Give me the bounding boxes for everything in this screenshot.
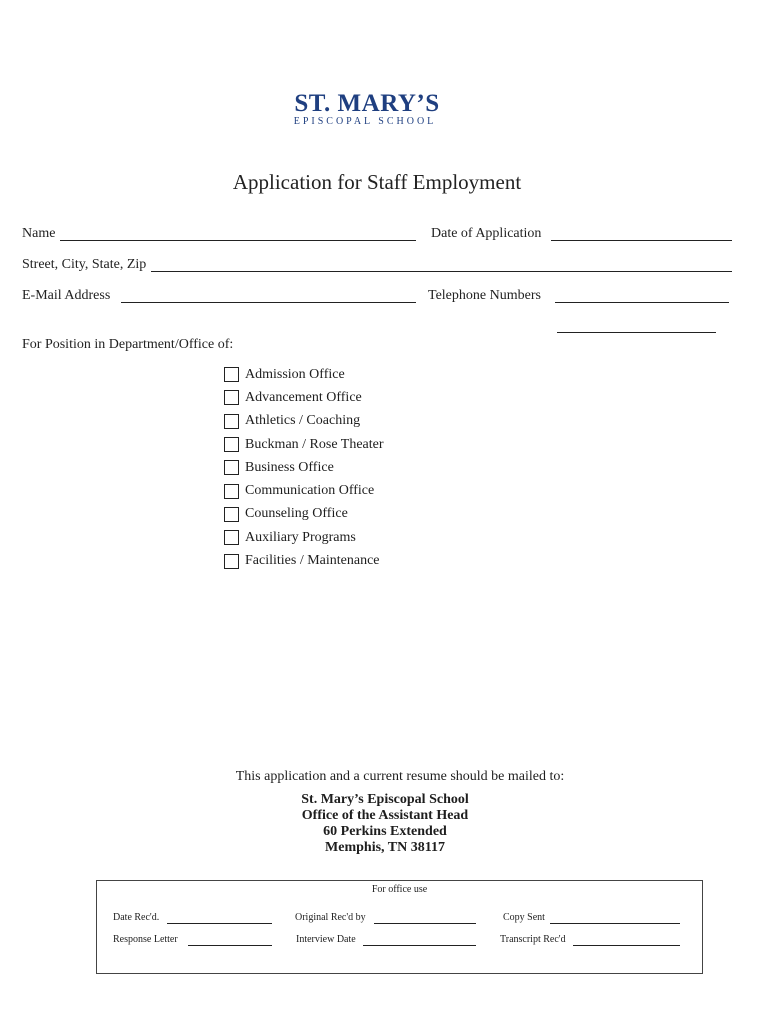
department-label: Auxiliary Programs: [245, 529, 356, 545]
department-option[interactable]: [224, 503, 384, 526]
copy-sent-field[interactable]: [550, 923, 680, 924]
school-logo-subtitle: EPISCOPAL SCHOOL: [293, 116, 437, 127]
date-of-application-label: Date of Application: [431, 226, 542, 241]
checkbox[interactable]: [224, 460, 239, 475]
department-checklist: [224, 363, 384, 573]
department-option[interactable]: [224, 479, 384, 502]
checkbox[interactable]: [224, 437, 239, 452]
school-logo-name: ST. MARY’S: [294, 90, 440, 117]
department-option[interactable]: [224, 526, 384, 549]
copy-sent-label: Copy Sent: [503, 912, 545, 923]
date-of-application-field[interactable]: [551, 240, 732, 241]
checkbox[interactable]: [224, 554, 239, 569]
original-recd-by-field[interactable]: [374, 923, 476, 924]
department-label: Facilities / Maintenance: [245, 553, 380, 569]
office-use-title: For office use: [371, 884, 428, 895]
email-label: E-Mail Address: [22, 288, 111, 303]
department-label: Counseling Office: [245, 506, 348, 522]
mailing-address: [0, 792, 770, 856]
response-letter-label: Response Letter: [113, 934, 178, 945]
street-field[interactable]: [151, 271, 732, 272]
address-line: 60 Perkins Extended: [323, 824, 447, 839]
telephone-field-1[interactable]: [555, 302, 729, 303]
position-label: For Position in Department/Office of:: [22, 337, 234, 352]
interview-date-field[interactable]: [363, 945, 476, 946]
department-option[interactable]: [224, 433, 384, 456]
response-letter-field[interactable]: [188, 945, 272, 946]
department-option[interactable]: [224, 456, 384, 479]
mailing-instructions: This application and a current resume should be mailed to:: [235, 769, 565, 784]
email-field[interactable]: [121, 302, 416, 303]
department-option[interactable]: [224, 386, 384, 409]
telephone-label: Telephone Numbers: [428, 288, 541, 303]
department-label: Admission Office: [245, 366, 345, 382]
address-line: Office of the Assistant Head: [301, 808, 469, 823]
name-field[interactable]: [60, 240, 416, 241]
department-option[interactable]: [224, 549, 384, 572]
department-option[interactable]: [224, 363, 384, 386]
department-label: Advancement Office: [245, 389, 362, 405]
department-label: Athletics / Coaching: [245, 413, 361, 429]
checkbox[interactable]: [224, 390, 239, 405]
checkbox[interactable]: [224, 414, 239, 429]
street-label: Street, City, State, Zip: [22, 257, 147, 272]
checkbox[interactable]: [224, 367, 239, 382]
interview-date-label: Interview Date: [296, 934, 356, 945]
page-title: Application for Staff Employment: [232, 170, 522, 194]
checkbox[interactable]: [224, 530, 239, 545]
address-line: St. Mary’s Episcopal School: [301, 792, 469, 807]
transcript-recd-field[interactable]: [573, 945, 680, 946]
department-option[interactable]: [224, 410, 384, 433]
date-recd-field[interactable]: [167, 923, 272, 924]
department-label: Business Office: [245, 459, 334, 475]
department-label: Buckman / Rose Theater: [245, 436, 384, 452]
address-line: Memphis, TN 38117: [325, 840, 445, 855]
telephone-field-2[interactable]: [557, 332, 716, 333]
checkbox[interactable]: [224, 484, 239, 499]
transcript-recd-label: Transcript Rec'd: [500, 934, 566, 945]
department-label: Communication Office: [245, 483, 375, 499]
original-recd-by-label: Original Rec'd by: [295, 912, 366, 923]
date-recd-label: Date Rec'd.: [113, 912, 160, 923]
checkbox[interactable]: [224, 507, 239, 522]
office-use-box: [96, 880, 703, 974]
name-label: Name: [22, 226, 56, 241]
